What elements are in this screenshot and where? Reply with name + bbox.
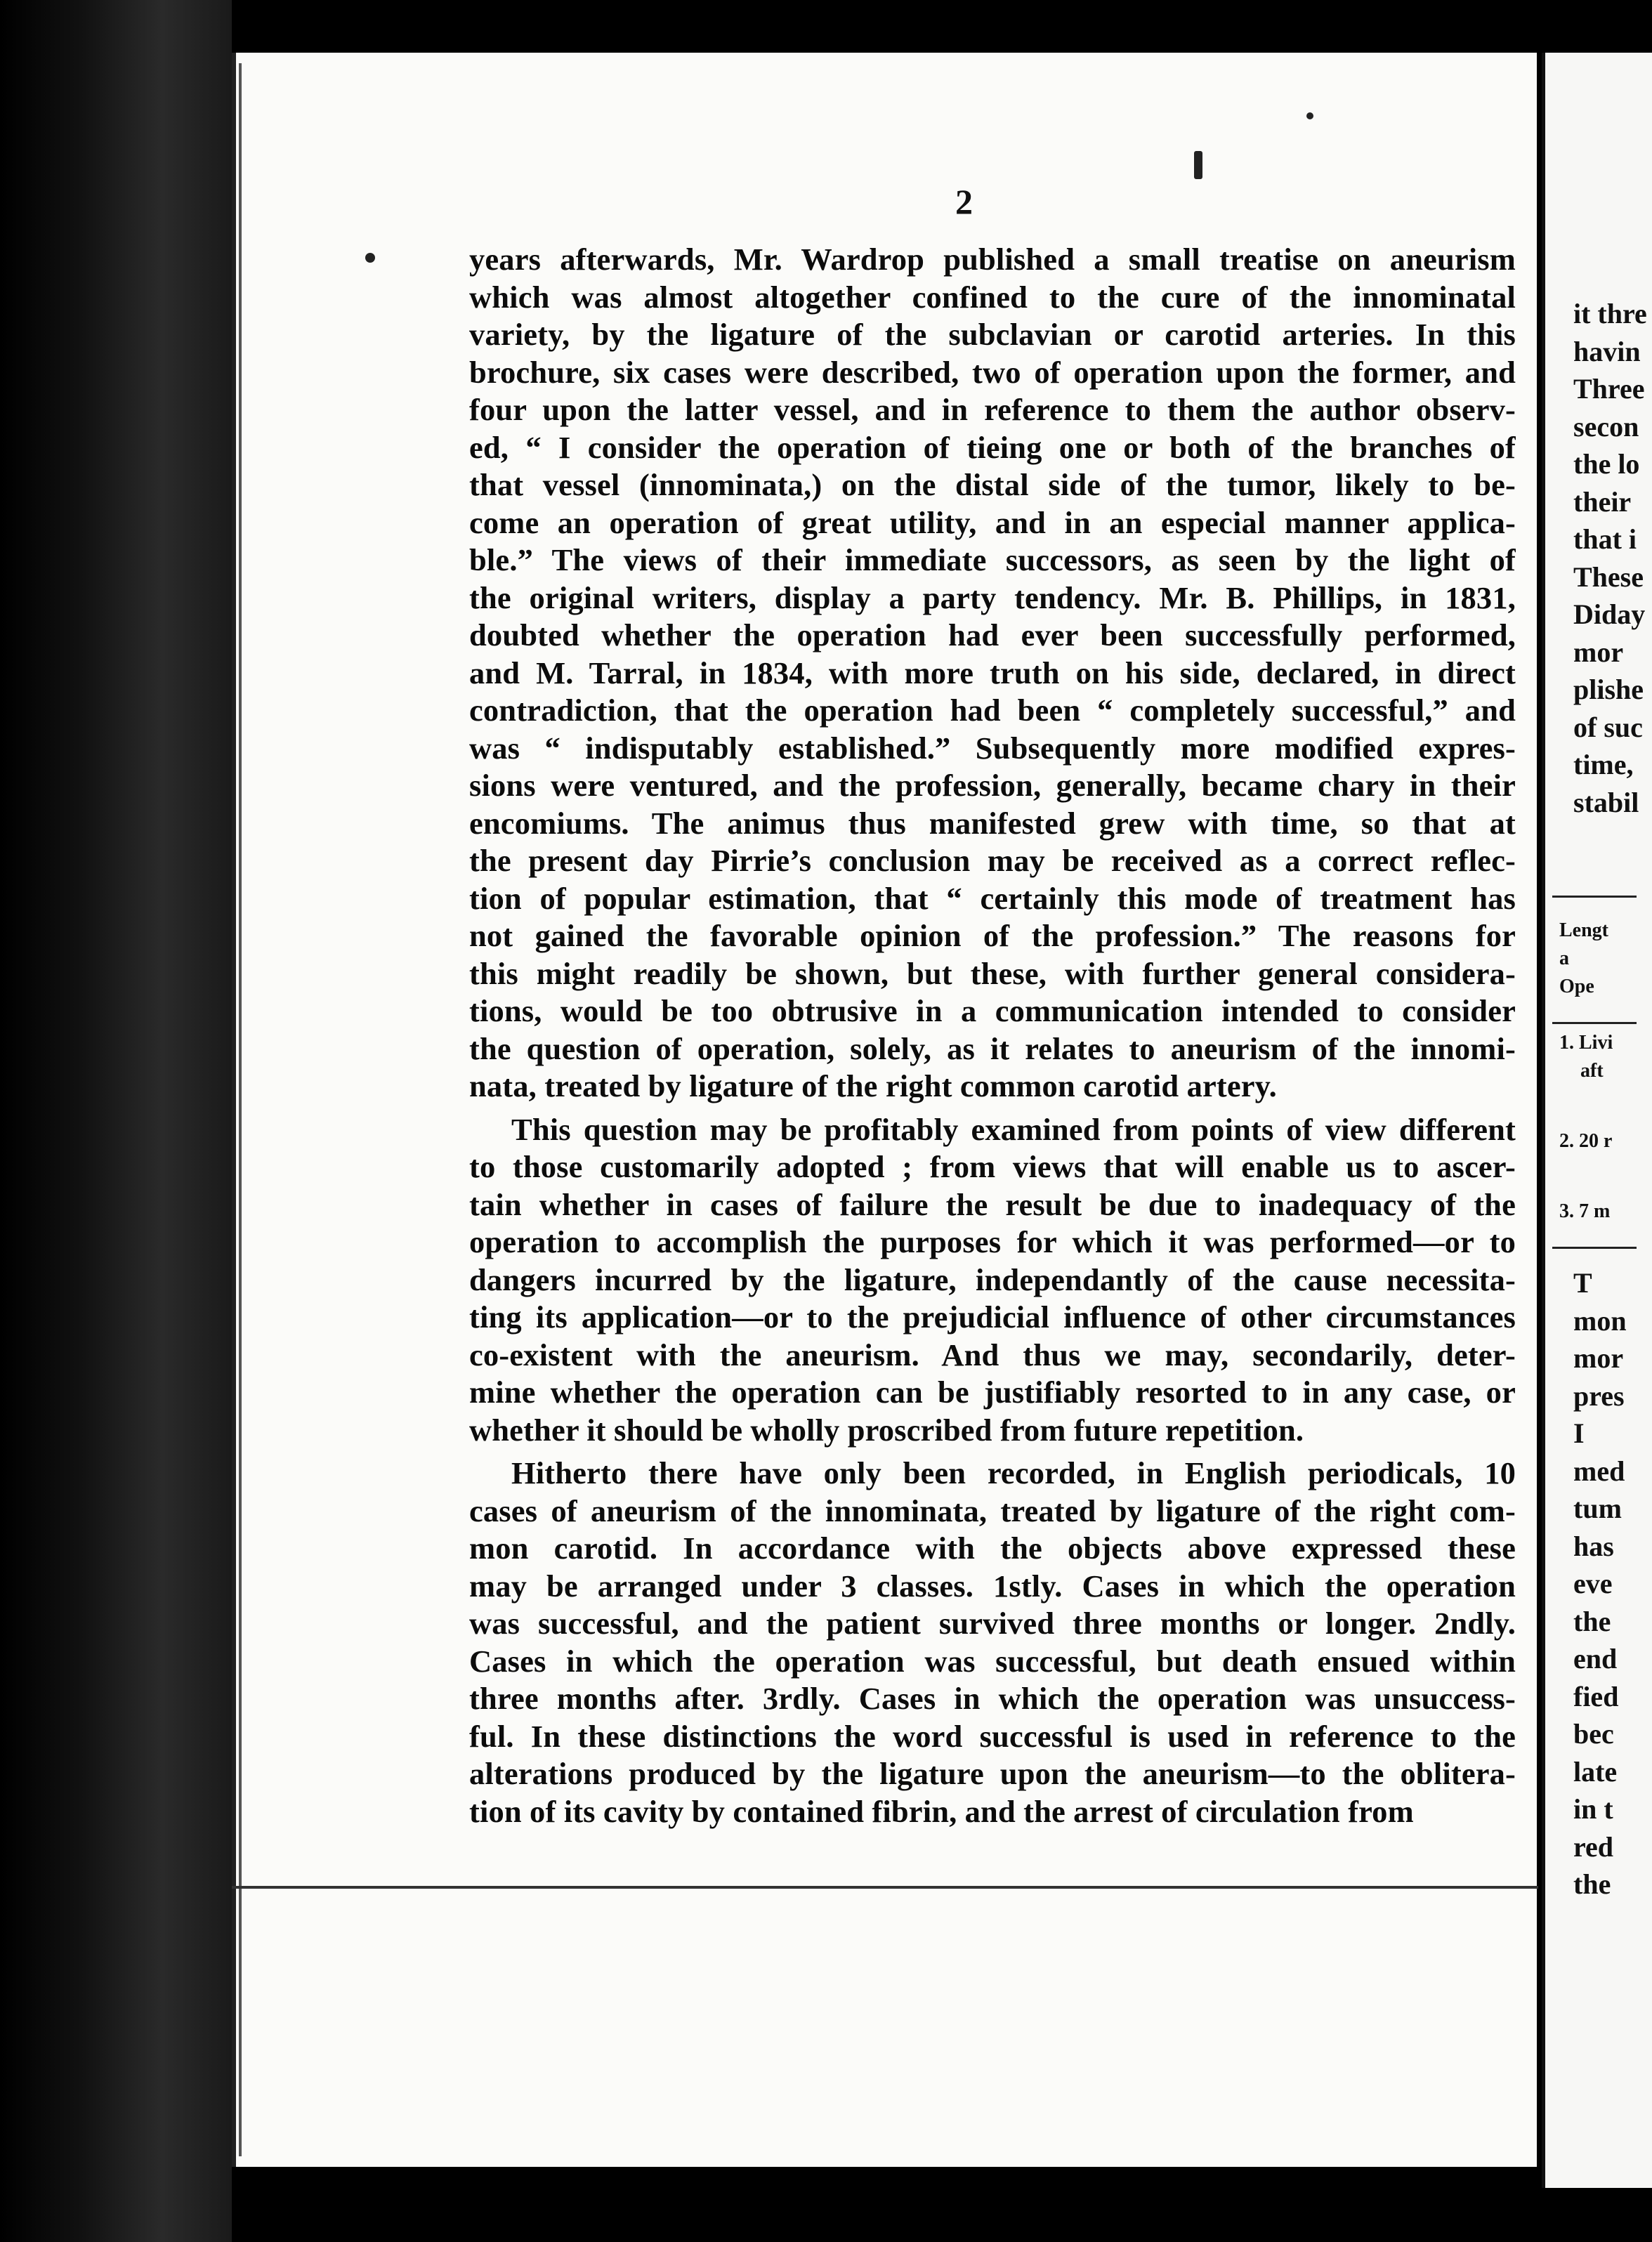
fragment-line: the xyxy=(1573,1868,1611,1900)
text-line: four upon the latter vessel, and in reference to them the author observ- xyxy=(469,392,1516,427)
right-page-fragment xyxy=(1542,53,1652,2188)
text-line: and M. Tarral, in 1834, with more truth on his side, declared, in direct xyxy=(469,655,1516,690)
text-line: nata, treated by ligature of the right common carotid artery. xyxy=(469,1068,1277,1103)
fragment-line: it thre xyxy=(1573,298,1647,329)
text-line: years afterwards, Mr. Wardrop published a small treatise on aneurism xyxy=(469,242,1516,277)
text-line: Cases in which the operation was successful, but death ensued within xyxy=(469,1643,1516,1679)
fragment-line: These xyxy=(1573,560,1644,593)
text-line: co-existent with the aneurism. And thus we may, secondarily, deter- xyxy=(469,1337,1516,1372)
fragment-line: aft xyxy=(1580,1060,1604,1082)
fragment-line: T xyxy=(1573,1267,1592,1299)
text-line: alterations produced by the ligature upon the aneurism—to the oblitera- xyxy=(469,1756,1516,1791)
text-line: Hitherto there have only been recorded, in English periodicals, 10 xyxy=(511,1455,1516,1490)
text-line: the question of operation, solely, as it relates to aneurism of the innomi- xyxy=(469,1030,1516,1066)
ink-speck xyxy=(365,253,375,263)
fragment-line: 2. 20 r xyxy=(1559,1130,1613,1152)
fragment-line: mon xyxy=(1573,1304,1627,1337)
page-number: 2 xyxy=(955,182,973,221)
text-line: ting its application—or to the prejudicial influence of other circumstances xyxy=(469,1299,1516,1335)
text-line: cases of aneurism of the innominata, treated by ligature of the right com- xyxy=(469,1493,1516,1528)
fragment-line: the lo xyxy=(1573,448,1640,480)
paragraph-3 xyxy=(469,1455,1516,1830)
fragment-line: red xyxy=(1573,1830,1614,1863)
fragment-line: secon xyxy=(1573,410,1639,442)
right-page-bottom-text xyxy=(1573,1264,1627,1903)
page-binding-edge xyxy=(239,63,242,2156)
fragment-line: Three xyxy=(1573,373,1645,405)
text-line: ful. In these distinctions the word successful is used in reference to the xyxy=(469,1718,1516,1754)
fragment-line: Ope xyxy=(1559,976,1594,997)
text-line: may be arranged under 3 classes. 1stly. Cases in which the operation xyxy=(469,1568,1516,1604)
fragment-line: end xyxy=(1573,1643,1618,1674)
fragment-line: their xyxy=(1573,485,1632,518)
text-line: come an operation of great utility, and in an especial manner applica- xyxy=(469,504,1516,540)
text-line: this might readily be shown, but these, with further general considera- xyxy=(469,955,1516,991)
text-line: which was almost altogether confined to the cure of the innominatal xyxy=(469,279,1516,315)
text-line: the present day Pirrie’s conclusion may be received as a correct reflec- xyxy=(469,843,1516,878)
fragment-line: I xyxy=(1573,1417,1585,1449)
left-page-shadow xyxy=(0,0,232,2242)
fragment-line: mor xyxy=(1573,636,1624,668)
text-line: tion of popular estimation, that “ certainly this mode of treatment has xyxy=(469,880,1516,916)
fragment-line: 1. Livi xyxy=(1559,1032,1613,1054)
right-page-top-text xyxy=(1573,295,1647,821)
fragment-line: in t xyxy=(1573,1793,1613,1825)
text-line: the original writers, display a party tendency. Mr. B. Phillips, in 1831, xyxy=(469,579,1516,615)
text-line: mon carotid. In accordance with the objects above expressed these xyxy=(469,1530,1516,1566)
fragment-line: bec xyxy=(1573,1718,1614,1750)
right-page-table-header xyxy=(1559,917,1608,1001)
text-line: whether it should be wholly proscribed from future repetition. xyxy=(469,1412,1304,1448)
text-line: ble.” The views of their immediate successors, as seen by the light of xyxy=(469,542,1516,577)
fragment-line: 3. 7 m xyxy=(1559,1200,1611,1222)
text-line: was successful, and the patient survived three months or longer. 2ndly. xyxy=(469,1606,1516,1641)
fragment-line: med xyxy=(1573,1455,1625,1487)
text-line: was “ indisputably established.” Subsequently more modified expres- xyxy=(469,730,1516,766)
fragment-line: has xyxy=(1573,1530,1614,1562)
fragment-line: Lengt xyxy=(1559,919,1608,941)
text-line: three months after. 3rdly. Cases in which the operation was unsuccess- xyxy=(469,1681,1516,1716)
right-page-table-rows xyxy=(1559,1029,1613,1226)
fragment-line: plishe xyxy=(1573,674,1644,705)
fragment-line: of suc xyxy=(1573,711,1643,743)
page-bottom-rule xyxy=(232,1886,1538,1889)
text-line: tion of its cavity by contained fibrin, and the arrest of circulation from xyxy=(469,1793,1414,1829)
fragment-line: Diday xyxy=(1573,598,1646,630)
text-line: variety, by the ligature of the subclavian or carotid arteries. In this xyxy=(469,317,1516,352)
text-line: encomiums. The animus thus manifested grew with time, so that at xyxy=(469,805,1516,841)
paragraph-1 xyxy=(469,241,1516,1106)
text-line: to those customarily adopted ; from views that will enable us to ascer- xyxy=(469,1149,1516,1184)
table-rule-bottom xyxy=(1552,1247,1637,1249)
text-line: that vessel (innominata,) on the distal side of the tumor, likely to be- xyxy=(469,467,1516,502)
table-rule-mid xyxy=(1552,1022,1637,1024)
text-line: tions, would be too obtrusive in a communication intended to consider xyxy=(469,993,1516,1028)
text-line: This question may be profitably examined from points of view different xyxy=(511,1111,1516,1147)
fragment-line: time, xyxy=(1573,749,1634,780)
text-line: ed, “ I consider the operation of tieing one or both of the branches of xyxy=(469,429,1516,465)
fragment-line: the xyxy=(1573,1605,1611,1637)
text-line: not gained the favorable opinion of the profession.” The reasons for xyxy=(469,918,1516,953)
fragment-line: eve xyxy=(1573,1568,1613,1599)
text-line: sions were ventured, and the profession, generally, became chary in their xyxy=(469,768,1516,803)
fragment-line: that i xyxy=(1573,523,1637,555)
fragment-line: late xyxy=(1573,1755,1618,1788)
text-line: dangers incurred by the ligature, independantly of the cause necessita- xyxy=(469,1261,1516,1297)
fragment-line: tum xyxy=(1573,1493,1622,1524)
fragment-line: fied xyxy=(1573,1680,1619,1712)
text-line: contradiction, that the operation had been “ completely successful,” and xyxy=(469,693,1516,728)
ink-speck xyxy=(1306,112,1313,119)
text-line: tain whether in cases of failure the result be due to inadequacy of the xyxy=(469,1186,1516,1222)
fragment-line: stabil xyxy=(1573,786,1639,818)
fragment-line: mor xyxy=(1573,1342,1624,1374)
fragment-line: havin xyxy=(1573,335,1641,367)
paragraph-2 xyxy=(469,1111,1516,1450)
table-rule-top xyxy=(1552,896,1637,898)
text-line: brochure, six cases were described, two of operation upon the former, and xyxy=(469,354,1516,390)
ink-speck xyxy=(1194,151,1202,179)
fragment-line: a xyxy=(1559,948,1569,969)
text-line: operation to accomplish the purposes for which it was performed—or to xyxy=(469,1224,1516,1259)
fragment-line: pres xyxy=(1573,1379,1625,1412)
body-text xyxy=(469,241,1516,1830)
text-line: doubted whether the operation had ever been successfully performed, xyxy=(469,617,1516,653)
text-line: mine whether the operation can be justifiably resorted to in any case, or xyxy=(469,1375,1516,1410)
